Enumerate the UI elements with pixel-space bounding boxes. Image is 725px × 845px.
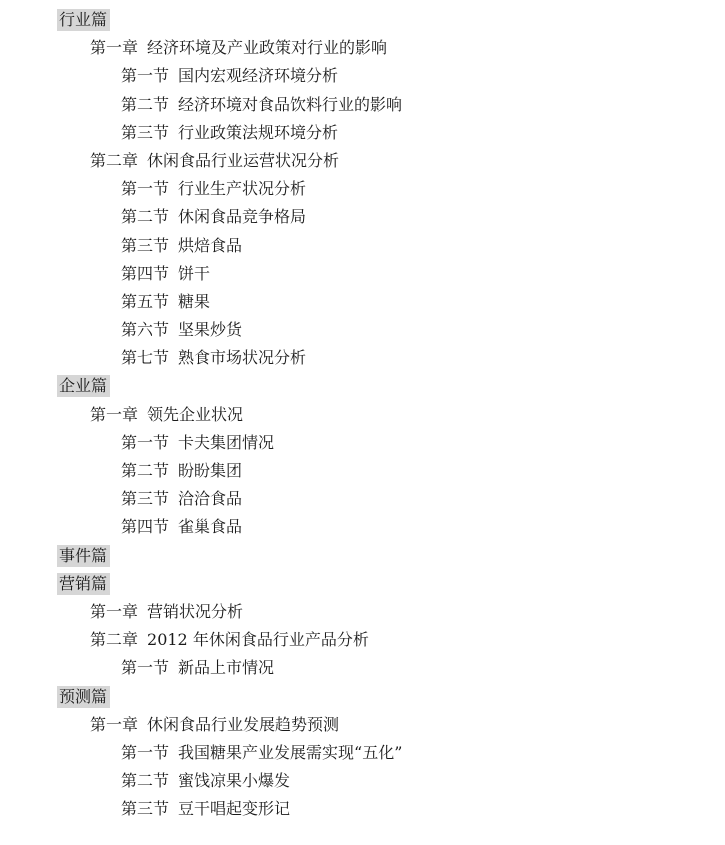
part-heading — [0, 683, 725, 711]
section-entry — [0, 119, 438, 147]
chapter-number: 第一章 — [90, 714, 139, 734]
section-number: 第一节 — [121, 432, 170, 452]
section-title: 烘焙食品 — [178, 235, 243, 255]
section-entry — [0, 203, 438, 231]
section-number: 第三节 — [121, 235, 170, 255]
part-title: 行业篇 — [57, 9, 110, 31]
chapter-entry — [0, 34, 725, 62]
section-number: 第一节 — [121, 658, 170, 678]
part-heading — [0, 570, 725, 598]
section-title: 豆干唱起变形记 — [178, 799, 291, 819]
chapter-number: 第一章 — [90, 601, 139, 621]
section-entry — [0, 654, 438, 682]
part-heading — [0, 6, 725, 34]
section-number: 第七节 — [121, 348, 170, 368]
section-entry — [0, 795, 438, 823]
section-number: 第六节 — [121, 320, 170, 340]
part-title: 预测篇 — [57, 686, 110, 708]
section-entry — [0, 288, 438, 316]
section-title: 饼干 — [178, 263, 211, 283]
section-entry — [0, 767, 438, 795]
section-entry — [0, 344, 438, 372]
chapter-title: 经济环境及产业政策对行业的影响 — [147, 38, 388, 58]
chapter-number: 第一章 — [90, 404, 139, 424]
section-entry — [0, 485, 438, 513]
section-number: 第一节 — [121, 179, 170, 199]
section-entry — [0, 91, 438, 119]
chapter-title: 营销状况分析 — [147, 601, 244, 621]
part-title: 营销篇 — [57, 573, 110, 595]
section-title: 经济环境对食品饮料行业的影响 — [178, 94, 403, 114]
chapter-entry — [0, 147, 725, 175]
section-entry — [0, 260, 438, 288]
chapter-number: 第二章 — [90, 630, 139, 650]
section-number: 第二节 — [121, 207, 170, 227]
section-number: 第二节 — [121, 771, 170, 791]
section-title: 行业生产状况分析 — [178, 179, 307, 199]
chapter-title: 2012 年休闲食品行业产品分析 — [147, 630, 369, 650]
section-number: 第三节 — [121, 122, 170, 142]
section-entry — [0, 429, 438, 457]
section-entry — [0, 62, 438, 90]
section-title: 坚果炒货 — [178, 320, 243, 340]
part-title: 事件篇 — [57, 545, 110, 567]
section-title: 卡夫集团情况 — [178, 432, 275, 452]
chapter-entry — [0, 401, 725, 429]
section-title: 糖果 — [178, 291, 211, 311]
part-heading — [0, 372, 725, 400]
chapter-entry — [0, 598, 725, 626]
section-number: 第二节 — [121, 461, 170, 480]
section-entry — [0, 316, 438, 344]
chapter-entry — [0, 626, 725, 654]
section-number: 第三节 — [121, 489, 170, 509]
section-title: 熟食市场状况分析 — [178, 348, 307, 368]
table-of-contents — [0, 6, 725, 823]
section-number: 第五节 — [121, 291, 170, 311]
section-number: 第二节 — [121, 94, 170, 114]
section-entry — [0, 175, 438, 203]
chapter-title: 领先企业状况 — [147, 404, 244, 424]
section-entry — [0, 232, 438, 260]
section-title: 洽洽食品 — [178, 489, 243, 509]
section-number: 第四节 — [121, 517, 170, 537]
chapter-number: 第一章 — [90, 38, 139, 58]
section-entry — [0, 457, 438, 485]
section-number: 第一节 — [121, 742, 170, 762]
chapter-title: 休闲食品行业运营状况分析 — [147, 150, 340, 170]
section-title: 休闲食品竞争格局 — [178, 207, 307, 227]
section-title: 蜜饯凉果小爆发 — [178, 771, 291, 791]
part-title: 企业篇 — [57, 375, 110, 397]
chapter-number: 第二章 — [90, 150, 139, 170]
section-title: 新品上市情况 — [178, 658, 275, 678]
section-number: 第三节 — [121, 799, 170, 819]
section-number: 第四节 — [121, 263, 170, 283]
section-title: 雀巢食品 — [178, 517, 243, 537]
section-title: 我国糖果产业发展需实现“五化” — [178, 742, 403, 762]
chapter-title: 休闲食品行业发展趋势预测 — [147, 714, 340, 734]
section-title: 行业政策法规环境分析 — [178, 122, 339, 142]
section-title: 国内宏观经济环境分析 — [178, 66, 339, 86]
part-heading — [0, 542, 725, 570]
section-entry — [0, 739, 438, 767]
section-entry — [0, 513, 438, 541]
section-title: 盼盼集团 — [178, 461, 243, 480]
section-number: 第一节 — [121, 66, 170, 86]
chapter-entry — [0, 711, 725, 739]
